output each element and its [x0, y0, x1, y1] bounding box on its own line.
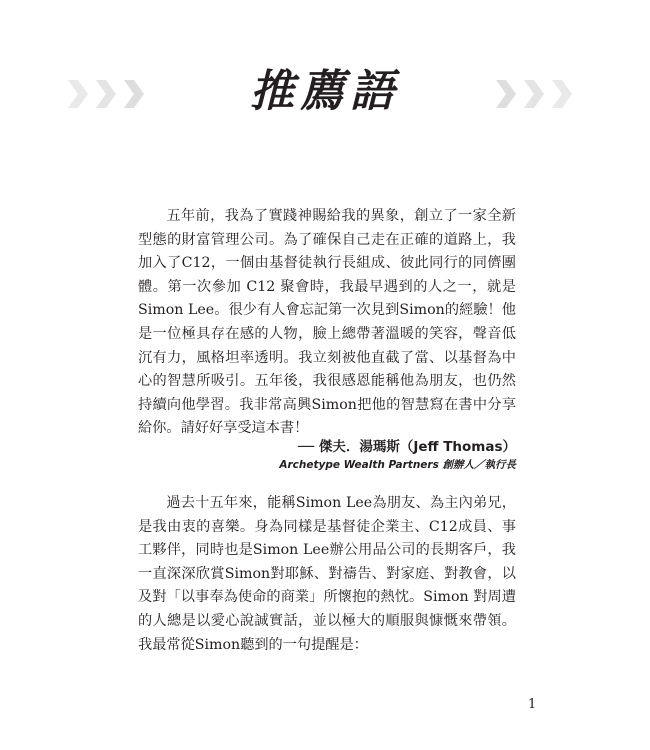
chevron-right-icon — [522, 78, 546, 110]
endorsement-author: ── 傑夫．湯瑪斯（Jeff Thomas） — [297, 439, 516, 455]
endorsement-1 — [138, 205, 516, 441]
page-title: 推薦語 — [250, 66, 400, 117]
right-chevron-ornament — [494, 78, 574, 110]
page-number: 1 — [528, 697, 537, 712]
endorsement-text: 五年前，我為了實踐神賜給我的異象，創立了一家全新型態的財富管理公司。為了確保自己走在正確的道路上，我加入了C12，一個由基督徒執行長組成、彼此同行的同儕團體。第一次參加 C12 聚會時，我最早遇到的人之一，就是Simon Lee。很少有人會忘記第一次見到Simon的經驗！他是一位極具存在感的人物，臉上總帶著溫暖的笑容，聲音低沉有力，風格坦率透明。我立刻被他直截了當、以基督為中心的智慧所吸引。五年後，我很感恩能稱他為朋友，也仍然持續向他學習。我非常高興Simon把他的智慧寫在書中分享給你。請好好享受這本書！ — [138, 208, 516, 437]
endorsement-text: 過去十五年來，能稱Simon Lee為朋友、為主內弟兄，是我由衷的喜樂。身為同樣是基督徒企業主、C12成員、事工夥伴，同時也是Simon Lee辦公用品公司的長期客戶，我一直深深欣賞Simon對耶穌、對禱告、對家庭、對教會，以及對「以事奉為使命的商業」所懷抱的熱忱。Simon 對周遭的人總是以愛心說誠實話，並以極大的順服與慷慨來帶領。我最常從Simon聽到的一句提醒是： — [138, 495, 516, 653]
endorsement-author-title: Archetype Wealth Partners 創辦人／執行長 — [279, 459, 516, 471]
endorsement-2 — [138, 492, 516, 657]
chevron-right-icon — [550, 78, 574, 110]
chevron-right-icon — [494, 78, 518, 110]
